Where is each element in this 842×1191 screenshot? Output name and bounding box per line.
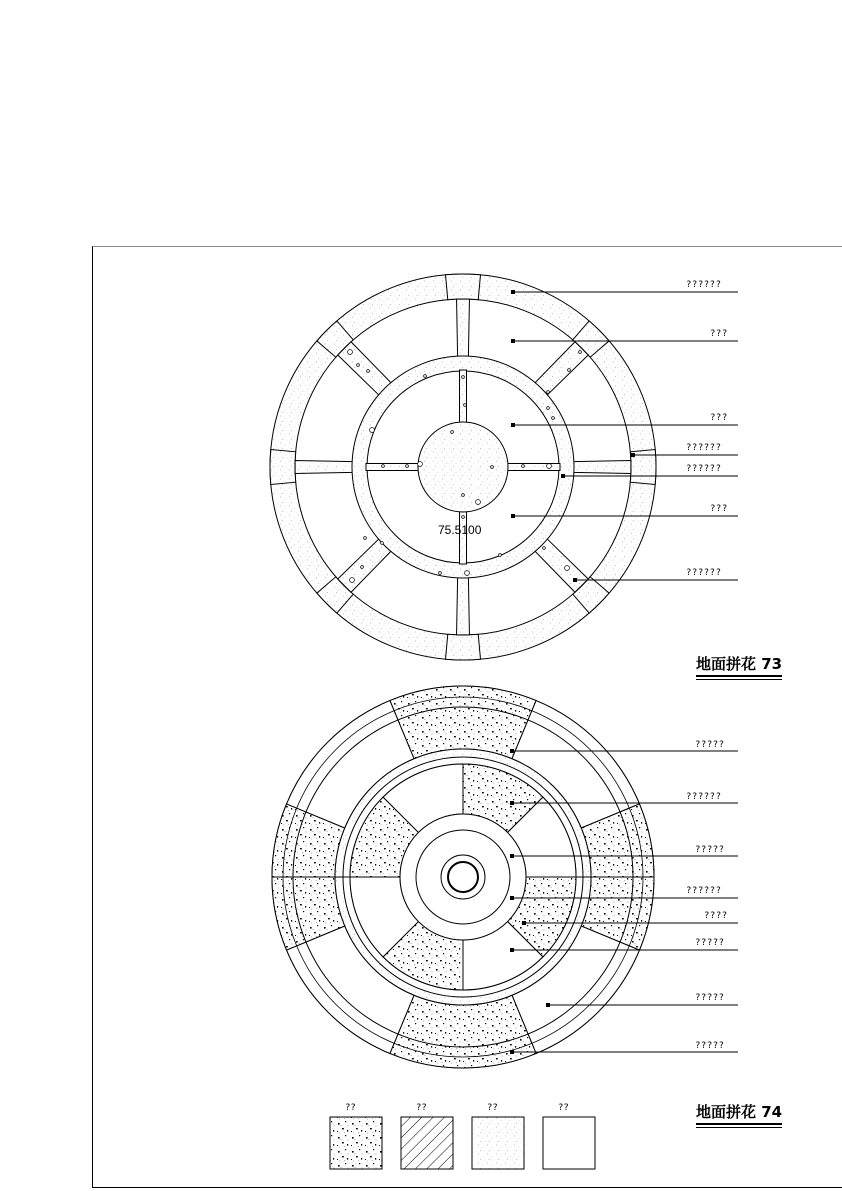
outer-ring-panel-5 <box>446 634 481 660</box>
aggregate-mark <box>357 364 360 367</box>
aggregate-mark <box>462 516 465 519</box>
inner-spoke-4 <box>366 464 419 471</box>
aggregate-mark <box>370 428 375 433</box>
callout-74-3: ????? <box>695 845 725 855</box>
aggregate-mark <box>462 494 465 497</box>
aggregate-mark <box>547 391 550 394</box>
callout-74-4: ?????? <box>686 886 722 896</box>
leader-dot-73-4 <box>631 453 635 457</box>
aggregate-mark <box>361 566 364 569</box>
legend-label-2: ?? <box>416 1103 427 1113</box>
straight-band-7 <box>295 461 353 474</box>
floor-pattern-74 <box>272 686 738 1068</box>
drawing-title-74: 地面拼花 74 <box>696 1101 782 1125</box>
aggregate-mark <box>552 417 555 420</box>
callout-74-2: ?????? <box>686 792 722 802</box>
aggregate-mark <box>476 500 481 505</box>
callout-73-3: ??? <box>710 413 728 423</box>
dimension-label-73: 75.5100 <box>438 523 482 537</box>
aggregate-mark <box>547 464 552 469</box>
aggregate-mark <box>465 571 470 576</box>
inner-spoke-3 <box>460 511 467 564</box>
callout-73-4: ?????? <box>686 443 722 453</box>
aggregate-mark <box>424 375 427 378</box>
leader-dot-73-6 <box>511 514 515 518</box>
callout-73-5: ?????? <box>686 464 722 474</box>
aggregate-mark <box>462 376 465 379</box>
leader-dot-73-7 <box>573 578 577 582</box>
legend-label-4: ?? <box>558 1103 569 1113</box>
callout-74-1: ????? <box>695 740 725 750</box>
center-medallion-73 <box>418 422 508 512</box>
legend-swatch-fine-dots <box>472 1117 524 1169</box>
aggregate-mark <box>350 578 355 583</box>
leader-dot-74-6 <box>510 948 514 952</box>
aggregate-mark <box>382 465 385 468</box>
straight-band-3 <box>573 461 631 474</box>
legend-swatch-blank <box>543 1117 595 1169</box>
aggregate-mark <box>406 465 409 468</box>
leader-dot-74-2 <box>510 801 514 805</box>
inner-spoke-2 <box>507 464 560 471</box>
leader-dot-74-1 <box>510 749 514 753</box>
center-circle-74 <box>448 862 478 892</box>
leader-dot-74-3 <box>510 854 514 858</box>
leader-dot-74-8 <box>510 1050 514 1054</box>
aggregate-mark <box>348 350 353 355</box>
aggregate-mark <box>547 407 550 410</box>
callout-74-6: ????? <box>695 938 725 948</box>
aggregate-mark <box>579 351 582 354</box>
callout-73-1: ?????? <box>686 280 722 290</box>
legend-label-1: ?? <box>345 1103 356 1113</box>
straight-band-1 <box>457 299 470 357</box>
callout-73-2: ??? <box>710 329 728 339</box>
leader-dot-73-3 <box>511 423 515 427</box>
aggregate-mark <box>364 537 367 540</box>
callout-74-8: ????? <box>695 1041 725 1051</box>
straight-band-5 <box>457 577 470 635</box>
material-legend <box>330 1117 595 1169</box>
leader-dot-73-5 <box>561 474 565 478</box>
aggregate-mark <box>565 566 570 571</box>
legend-swatch-diagonal-hatch <box>401 1117 453 1169</box>
aggregate-mark <box>568 369 571 372</box>
outer-ring-panel-1 <box>446 274 481 300</box>
aggregate-mark <box>439 572 442 575</box>
leader-dot-74-7 <box>546 1003 550 1007</box>
leader-dot-73-1 <box>511 290 515 294</box>
aggregate-mark <box>543 547 546 550</box>
leader-dot-74-4 <box>510 896 514 900</box>
legend-label-3: ?? <box>487 1103 498 1113</box>
callout-73-7: ?????? <box>686 568 722 578</box>
legend-swatch-coarse-speckle <box>330 1117 382 1169</box>
callout-74-7: ????? <box>695 993 725 1003</box>
aggregate-mark <box>367 370 370 373</box>
floor-pattern-73 <box>270 274 738 660</box>
callout-74-5: ???? <box>704 911 728 921</box>
aggregate-mark <box>418 462 423 467</box>
callout-73-6: ??? <box>710 504 728 514</box>
aggregate-mark <box>522 465 525 468</box>
drawing-title-73: 地面拼花 73 <box>696 653 782 677</box>
aggregate-mark <box>499 554 502 557</box>
aggregate-mark <box>491 466 494 469</box>
outer-ring-panel-7 <box>270 450 296 485</box>
aggregate-mark <box>451 431 454 434</box>
aggregate-mark <box>381 542 384 545</box>
leader-dot-73-2 <box>511 339 515 343</box>
leader-dot-74-5 <box>522 921 526 925</box>
aggregate-mark <box>464 404 467 407</box>
